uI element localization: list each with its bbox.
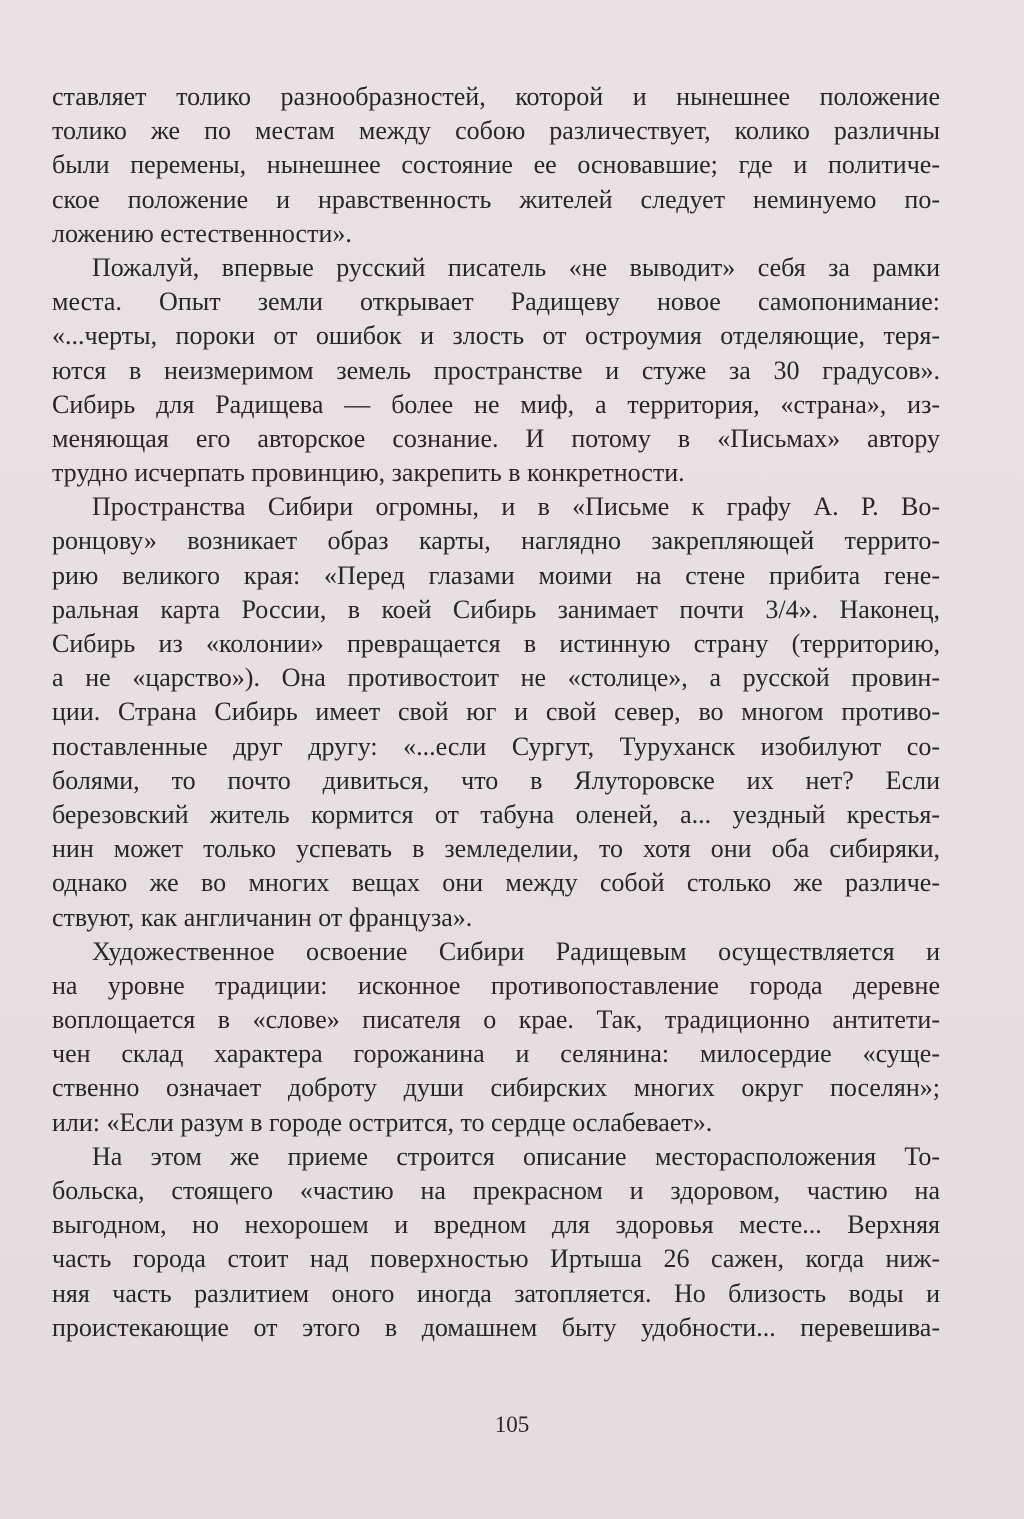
text-line: толико же по местам между собою различествует, колико различны (52, 116, 940, 146)
text-line: ставляет толико разнообразностей, которой и нынешнее положение (52, 82, 940, 111)
text-line: места. Опыт земли открывает Радищеву новое самопонимание: (52, 287, 940, 317)
text-line: ственно означает доброту души сибирских многих округ поселян»; (52, 1073, 940, 1103)
text-line: воплощается в «слове» писателя о крае. Так, традиционно антитети- (52, 1005, 940, 1035)
text-line: Пожалуй, впервые русский писатель «не выводит» себя за рамки (92, 252, 940, 282)
text-line: часть города стоит над поверхностью Иртыша 26 сажен, когда ниж- (52, 1244, 940, 1274)
page-number: 105 (494, 1412, 530, 1437)
text-line: болями, то почто дивиться, что в Ялуторовске их нет? Если (52, 765, 940, 795)
text-line: были перемены, нынешнее состояние ее основавшие; где и политиче- (52, 150, 940, 180)
text-line: больска, стоящего «частию на прекрасном и здоровом, частию на (52, 1176, 940, 1205)
text-line: ции. Страна Сибирь имеет свой юг и свой север, во многом противо- (52, 697, 940, 727)
text-line: или: «Если разум в городе острится, то сердце ослабевает». (52, 1107, 713, 1137)
text-line: Сибирь для Радищева — более не миф, а территория, «страна», из- (52, 389, 940, 419)
text-line: трудно исчерпать провинцию, закрепить в конкретности. (52, 458, 685, 488)
text-line: ское положение и нравственность жителей следует неминуемо по- (52, 184, 940, 214)
text-line: рию великого края: «Перед глазами моими на стене прибита гене- (52, 560, 940, 590)
text-line: а не «царство»). Она противостоит не «столице», а русской провин- (52, 663, 940, 693)
paragraph (52, 1140, 940, 1345)
text-line: ствуют, как англичанин от француза». (52, 902, 473, 932)
text-line: меняющая его авторское сознание. И потому в «Письмах» автору (52, 423, 940, 453)
text-line: «...черты, пороки от ошибок и злость от остроумия отделяющие, теря- (52, 321, 940, 351)
text-line: березовский житель кормится от табуна оленей, а... уездный крестья- (52, 799, 940, 829)
text-line: проистекающие от этого в домашнем быту удобности... перевешива- (52, 1312, 940, 1342)
text-line: Сибирь из «колонии» превращается в истинную страну (территорию, (52, 629, 940, 658)
paragraph (52, 80, 940, 251)
text-line: на уровне традиции: исконное противопоставление города деревне (52, 970, 940, 1000)
text-line: Пространства Сибири огромны, и в «Письме к графу А. Р. Во- (92, 492, 940, 522)
text-line: однако же во многих вещах они между собой столько же различе- (52, 868, 940, 898)
paragraph (52, 251, 940, 490)
text-line: поставленные друг другу: «...если Сургут, Туруханск изобилуют со- (52, 731, 940, 761)
text-line: ются в неизмеримом земель пространстве и стуже за 30 градусов». (52, 355, 940, 385)
paragraph (52, 490, 940, 934)
text-line: чен склад характера горожанина и селянина: милосердие «суще- (52, 1039, 940, 1069)
text-line: Художественное освоение Сибири Радищевым осуществляется и (92, 936, 940, 966)
text-line: ложению естественности». (52, 218, 352, 248)
text-line: выгодном, но нехорошем и вредном для здоровья месте... Верхняя (52, 1210, 940, 1240)
text-line: няя часть разлитием оного иногда затопляется. Но близость воды и (52, 1278, 940, 1308)
text-line: нин может только успевать в земледелии, то хотя они оба сибиряки, (52, 834, 940, 864)
text-line: ральная карта России, в коей Сибирь занимает почти 3/4». Наконец, (52, 594, 940, 624)
text-line: ронцову» возникает образ карты, наглядно закрепляющей террито- (52, 526, 940, 556)
body-text (52, 80, 940, 1345)
paragraph (52, 935, 940, 1140)
text-line: На этом же приеме строится описание месторасположения То- (92, 1141, 940, 1171)
